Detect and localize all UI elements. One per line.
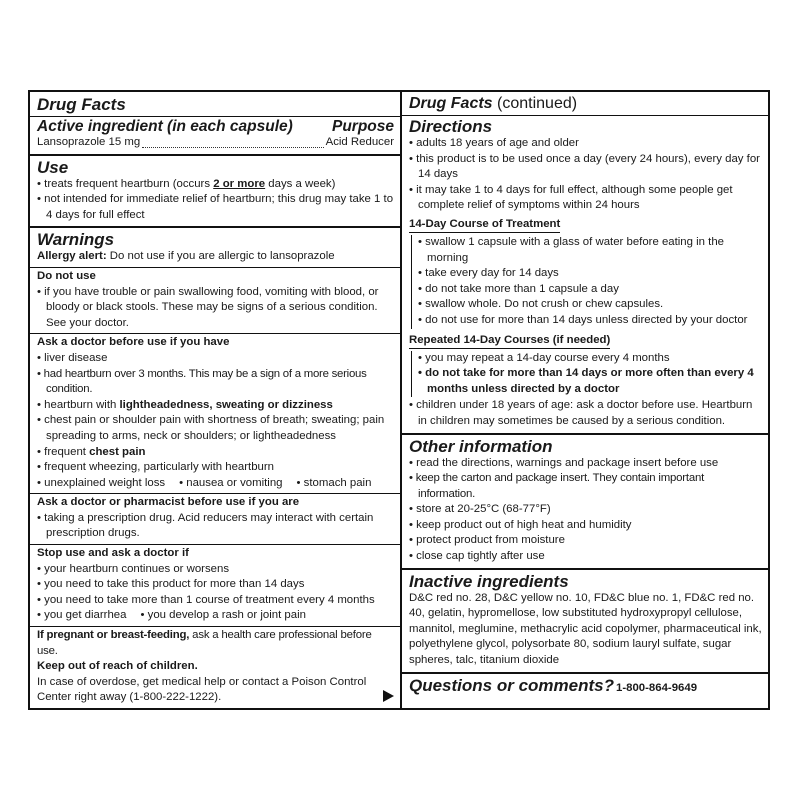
allergy-alert: Allergy alert: Do not use if you are allergic to lansoprazole [37, 250, 335, 263]
drug-facts-continued-title: Drug Facts (continued) [409, 95, 578, 112]
list-item: • frequent chest pain [37, 445, 394, 461]
course-list [411, 235, 762, 329]
overdose-warning: In case of overdose, get medical help or contact a Poison Control Center right away (1-800-222-1222). [37, 675, 367, 704]
list-item: • store at 20-25°C (68-77°F) [409, 502, 762, 518]
list-item: • read the directions, warnings and package insert before use [409, 456, 762, 472]
drug-facts-panel [28, 90, 770, 710]
list-item: • adults 18 years of age and older [409, 136, 762, 152]
warnings-heading: Warnings [37, 230, 115, 250]
list-item: • you need to take this product for more than 14 days [37, 577, 394, 593]
use-heading: Use [37, 157, 69, 177]
other-information-heading: Other information [409, 436, 553, 456]
list-item: • close cap tightly after use [409, 549, 762, 565]
ingredient-name: Lansoprazole 15 mg [37, 136, 141, 148]
ingredient-purpose: Acid Reducer [325, 136, 394, 148]
questions-phone: 1-800-864-9649 [615, 681, 698, 694]
repeat-course-list [411, 351, 762, 398]
list-item: • swallow 1 capsule with a glass of water before eating in the morning [418, 235, 762, 266]
list-item: • your heartburn continues or worsens [37, 562, 394, 578]
drug-facts-title: Drug Facts [37, 95, 126, 114]
continue-arrow-icon [383, 690, 394, 702]
use-item: • not intended for immediate relief of heartburn; this drug may take 1 to 4 days for full effect [37, 192, 394, 223]
active-ingredient-heading: Active ingredient (in each capsule) [37, 118, 293, 135]
list-item: • do not take more than 1 capsule a day [418, 282, 762, 298]
list-item: • keep the carton and package insert. They contain important information. [409, 471, 762, 502]
inactive-ingredients-section [402, 570, 768, 674]
list-item: • take every day for 14 days [418, 266, 762, 282]
right-column [402, 92, 768, 708]
leader-dots [142, 147, 323, 148]
list-item: • do not use for more than 14 days unless directed by your doctor [418, 313, 762, 329]
ask-doctor-heading: Ask a doctor before use if you have [37, 336, 230, 349]
list-item: • do not take for more than 14 days or more often than every 4 months unless directed by a doctor [418, 366, 762, 397]
questions-row [409, 676, 762, 697]
inactive-ingredients-heading: Inactive ingredients [409, 571, 569, 591]
list-item-row: • unexplained weight loss • nausea or vomiting • stomach pain [37, 476, 394, 492]
active-ingredient-section [30, 92, 400, 156]
directions-section [402, 92, 768, 435]
list-item: • you need to take more than 1 course of treatment every 4 months [37, 593, 394, 609]
list-item: • children under 18 years of age: ask a doctor before use. Heartburn in children may sometimes be caused by a serious condition. [409, 398, 762, 429]
list-item: • liver disease [37, 351, 394, 367]
other-information-section [402, 435, 768, 570]
inactive-ingredients-text: D&C red no. 28, D&C yellow no. 10, FD&C blue no. 1, FD&C red no. 40, gelatin, hypromellose, low substituted hydroxypropyl cellulose, mannitol, meglumine, methacrylic acid copolymer, pharmaceutical ink, polyethylene glycol, polysorbate 80, sodium lauryl sulfate, sugar spheres, talc, titanium dioxide [409, 591, 762, 667]
questions-section [402, 674, 768, 700]
use-section [30, 156, 400, 229]
stop-use-heading: Stop use and ask a doctor if [37, 547, 189, 560]
pregnancy-warning: If pregnant or breast-feeding, ask a health care professional before use. [37, 629, 372, 657]
warnings-section [30, 228, 400, 708]
list-item: • heartburn with lightheadedness, sweating or dizziness [37, 398, 394, 414]
questions-heading: Questions or comments? [409, 675, 614, 695]
list-item: • you may repeat a 14-day course every 4 months [418, 351, 762, 367]
repeat-course-heading: Repeated 14-Day Courses (if needed) [409, 333, 610, 349]
purpose-heading: Purpose [331, 118, 394, 135]
directions-heading: Directions [409, 117, 493, 136]
ask-pharmacist-heading: Ask a doctor or pharmacist before use if you are [37, 496, 300, 509]
list-item: • frequent wheezing, particularly with heartburn [37, 460, 394, 476]
do-not-use-item: • if you have trouble or pain swallowing food, vomiting with blood, or bloody or black stools. These may be signs of a serious condition. See your doctor. [37, 285, 394, 332]
list-item: • protect product from moisture [409, 533, 762, 549]
do-not-use-heading: Do not use [37, 269, 96, 282]
keep-out-of-reach: Keep out of reach of children. [37, 660, 198, 673]
list-item-row: • you get diarrhea • you develop a rash or joint pain [37, 608, 394, 624]
list-item: • it may take 1 to 4 days for full effect, although some people get complete relief of symptoms within 24 hours [409, 183, 762, 214]
use-item: • treats frequent heartburn (occurs 2 or more days a week) [37, 177, 394, 193]
list-item: • taking a prescription drug. Acid reducers may interact with certain prescription drugs. [37, 511, 394, 542]
left-column [30, 92, 402, 708]
list-item: • swallow whole. Do not crush or chew capsules. [418, 297, 762, 313]
list-item: • chest pain or shoulder pain with shortness of breath; sweating; pain spreading to arms, neck or shoulders; or lightheadedness [37, 413, 394, 444]
list-item: • this product is to be used once a day (every 24 hours), every day for 14 days [409, 152, 762, 183]
course-heading: 14-Day Course of Treatment [409, 217, 560, 233]
list-item: • had heartburn over 3 months. This may be a sign of a more serious condition. [37, 367, 394, 398]
list-item: • keep product out of high heat and humidity [409, 518, 762, 534]
